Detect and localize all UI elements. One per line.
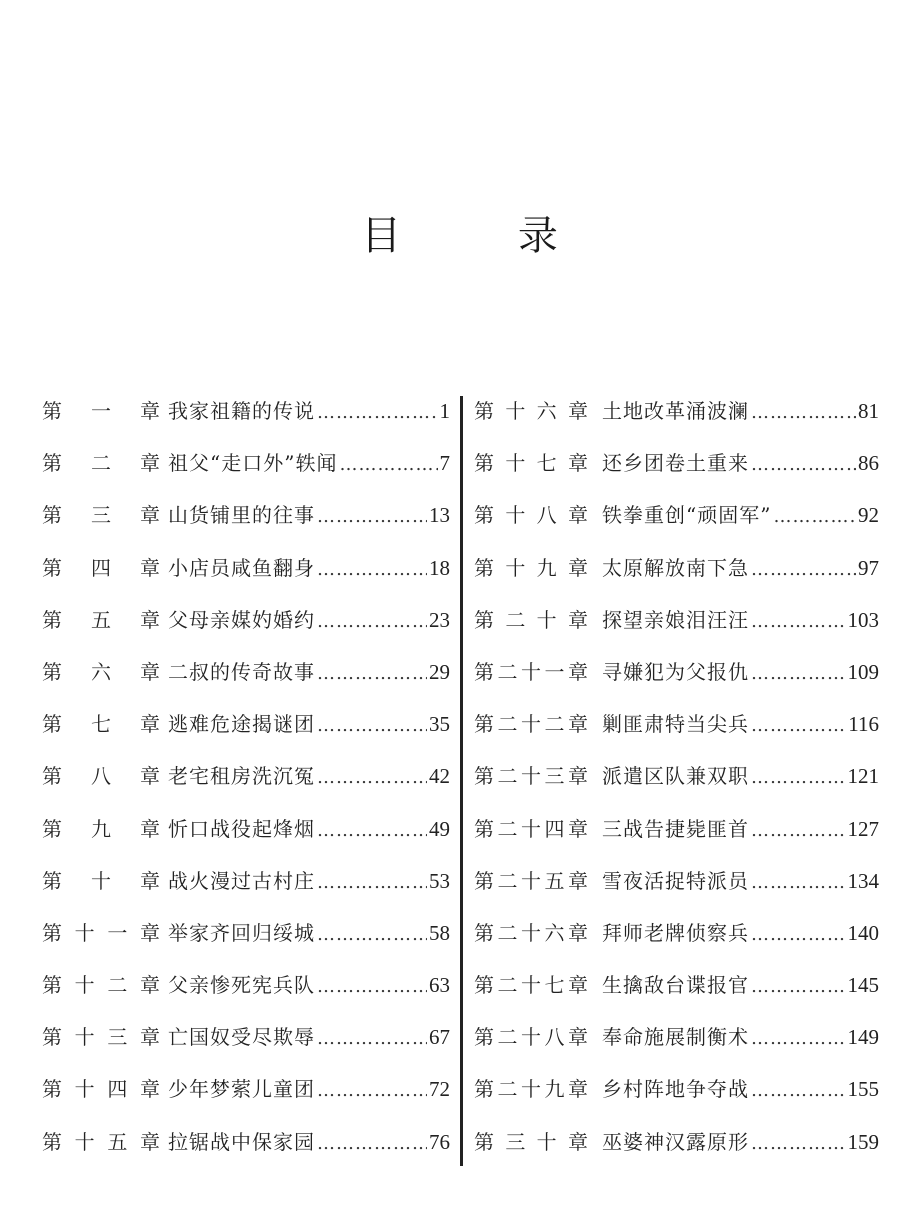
page-number: 42 — [429, 764, 450, 789]
toc-entry[interactable] — [42, 650, 450, 702]
chapter-number-char: 四 — [107, 1077, 128, 1102]
toc-entry[interactable] — [474, 493, 879, 545]
chapter-number-char: 第 — [474, 503, 494, 528]
page-number: 23 — [429, 607, 450, 632]
dot-leader — [751, 756, 846, 800]
chapter-title: 我家祖籍的传说 — [168, 399, 315, 423]
chapter-number — [42, 807, 160, 851]
chapter-number — [474, 702, 588, 746]
toc-entry[interactable] — [42, 493, 450, 545]
chapter-title: 二叔的传奇故事 — [168, 659, 315, 684]
toc-entry[interactable] — [42, 911, 450, 963]
chapter-title: 寻嫌犯为父报仇 — [602, 659, 749, 684]
chapter-number-char: 二 — [107, 973, 128, 998]
chapter-number-char: 章 — [567, 503, 588, 528]
dot-leader — [317, 1017, 427, 1061]
chapter-number-char: 章 — [568, 1025, 588, 1050]
chapter-number-char: 十 — [521, 659, 541, 684]
chapter-number-char: 章 — [568, 764, 588, 789]
chapter-number-char: 十 — [536, 607, 557, 632]
chapter-number-char: 章 — [139, 973, 160, 998]
dot-leader — [317, 391, 438, 435]
chapter-number-char: 七 — [91, 712, 111, 737]
chapter-title: 派遣区队兼双职 — [602, 764, 749, 789]
chapter-number-char: 一 — [91, 399, 111, 423]
toc-entry[interactable] — [474, 389, 879, 441]
dot-leader — [317, 548, 427, 592]
dot-leader — [317, 756, 427, 800]
chapter-number-char: 第 — [474, 451, 494, 476]
chapter-number-char: 三 — [91, 503, 111, 528]
chapter-number-char: 第 — [42, 503, 62, 528]
chapter-title: 父亲惨死宪兵队 — [168, 973, 315, 998]
chapter-number-char: 十 — [74, 973, 95, 998]
chapter-number-char: 五 — [91, 607, 111, 632]
chapter-number-char: 十 — [521, 868, 541, 893]
page-number: 145 — [847, 973, 879, 998]
page-number: 149 — [847, 1025, 879, 1050]
toc-entry[interactable] — [42, 859, 450, 911]
chapter-title: 父母亲媒妁婚约 — [168, 607, 315, 632]
page-number: 97 — [858, 555, 879, 580]
chapter-title: 巫婆神汉露原形 — [602, 1129, 749, 1154]
chapter-number-char: 第 — [474, 712, 494, 737]
chapter-number-char: 第 — [42, 659, 62, 684]
chapter-title: 三战告捷毙匪首 — [602, 816, 749, 841]
chapter-number-char: 十 — [521, 973, 541, 998]
chapter-number-char: 十 — [505, 451, 526, 476]
dot-leader — [317, 1069, 427, 1113]
chapter-number — [42, 911, 160, 955]
chapter-number-char: 章 — [140, 712, 160, 737]
toc-entry[interactable] — [474, 807, 879, 859]
toc-entry[interactable] — [42, 963, 450, 1015]
page-number: 159 — [847, 1129, 879, 1154]
toc-entry[interactable] — [474, 1120, 879, 1172]
dot-leader — [339, 443, 437, 487]
toc-entry[interactable] — [474, 650, 879, 702]
chapter-title: 老宅租房洗沉冤 — [168, 764, 315, 789]
chapter-number-char: 七 — [544, 973, 565, 998]
chapter-number-char: 一 — [107, 920, 128, 945]
chapter-number-char: 章 — [139, 920, 160, 945]
page-number: 109 — [847, 659, 879, 684]
chapter-number-char: 章 — [140, 868, 160, 893]
chapter-number-char: 章 — [568, 659, 588, 684]
page-number: 140 — [847, 920, 879, 945]
chapter-number-char: 章 — [568, 973, 588, 998]
chapter-number-char: 一 — [544, 659, 565, 684]
chapter-number-char: 章 — [568, 920, 588, 945]
chapter-number-char: 章 — [567, 555, 588, 580]
chapter-number-char: 十 — [74, 1077, 95, 1102]
chapter-number-char: 第 — [474, 1077, 494, 1102]
chapter-number-char: 二 — [497, 1025, 518, 1050]
chapter-number — [42, 963, 160, 1007]
chapter-number-char: 八 — [91, 764, 111, 789]
toc-entry[interactable] — [474, 754, 879, 806]
chapter-number-char: 八 — [544, 1025, 565, 1050]
chapter-number-char: 章 — [567, 451, 588, 476]
chapter-number-char: 第 — [42, 1077, 62, 1102]
chapter-number-char: 第 — [42, 920, 62, 945]
chapter-title: 忻口战役起烽烟 — [168, 816, 315, 841]
toc-entry[interactable] — [474, 1015, 879, 1067]
dot-leader — [317, 600, 427, 644]
page-number: 29 — [429, 659, 450, 684]
toc-entry[interactable] — [42, 1067, 450, 1119]
page-number: 81 — [858, 399, 879, 423]
chapter-number-char: 第 — [42, 1025, 62, 1050]
dot-leader — [751, 1017, 846, 1061]
dot-leader — [317, 652, 427, 696]
page-number: 7 — [439, 451, 450, 476]
chapter-number-char: 第 — [474, 764, 494, 789]
chapter-number-char: 章 — [567, 1129, 588, 1154]
chapter-number-char: 六 — [91, 659, 111, 684]
chapter-number — [474, 859, 588, 903]
toc-entry[interactable] — [474, 963, 879, 1015]
toc-entry[interactable] — [42, 389, 450, 441]
dot-leader — [317, 965, 427, 1009]
chapter-number-char: 第 — [42, 816, 62, 841]
chapter-number-char: 章 — [140, 503, 160, 528]
chapter-number-char: 第 — [42, 712, 62, 737]
chapter-number — [42, 650, 160, 694]
chapter-number-char: 第 — [42, 868, 62, 893]
chapter-title: 乡村阵地争夺战 — [602, 1077, 749, 1102]
chapter-number-char: 二 — [544, 712, 565, 737]
toc-entry[interactable] — [474, 1067, 879, 1119]
chapter-title: 铁拳重创“顽固军” — [602, 503, 772, 528]
page-number: 13 — [429, 503, 450, 528]
chapter-number-char: 第 — [42, 973, 62, 998]
chapter-number — [42, 389, 160, 433]
chapter-number — [474, 754, 588, 798]
chapter-number — [42, 702, 160, 746]
toc-entry[interactable] — [474, 702, 879, 754]
toc-entry[interactable] — [42, 754, 450, 806]
chapter-number-char: 章 — [139, 1077, 160, 1102]
chapter-title: 奉命施展制衡术 — [602, 1025, 749, 1050]
page-number: 86 — [858, 451, 879, 476]
page-number: 103 — [847, 607, 879, 632]
chapter-title: 拉锯战中保家园 — [168, 1129, 315, 1154]
chapter-number-char: 六 — [544, 920, 565, 945]
chapter-number — [42, 859, 160, 903]
chapter-number — [42, 493, 160, 537]
chapter-number-char: 第 — [474, 1129, 494, 1154]
chapter-number-char: 第 — [474, 555, 494, 580]
chapter-number-char: 章 — [140, 399, 160, 423]
chapter-number-char: 二 — [497, 816, 518, 841]
chapter-number-char: 二 — [497, 920, 518, 945]
dot-leader — [751, 913, 846, 957]
chapter-number-char: 十 — [74, 920, 95, 945]
chapter-number — [474, 441, 588, 485]
toc-entry[interactable] — [42, 1120, 450, 1172]
dot-leader — [317, 861, 427, 905]
page-number: 76 — [429, 1129, 450, 1154]
chapter-number — [474, 1067, 588, 1111]
dot-leader — [317, 495, 427, 539]
toc-entry[interactable] — [42, 546, 450, 598]
toc-left-column — [42, 389, 450, 1172]
page-number: 63 — [429, 973, 450, 998]
chapter-number-char: 四 — [544, 816, 565, 841]
chapter-number-char: 十 — [521, 1077, 541, 1102]
chapter-number-char: 九 — [544, 1077, 565, 1102]
chapter-number-char: 十 — [505, 399, 526, 423]
dot-leader — [751, 1069, 846, 1113]
chapter-number-char: 第 — [474, 607, 494, 632]
chapter-number-char: 十 — [91, 868, 111, 893]
column-divider — [460, 396, 463, 1166]
chapter-title: 少年梦萦儿童团 — [168, 1077, 315, 1102]
chapter-number-char: 章 — [140, 816, 160, 841]
chapter-number-char: 章 — [568, 712, 588, 737]
page-title: 目 录 — [361, 213, 610, 259]
page-number: 53 — [429, 868, 450, 893]
chapter-number-char: 十 — [505, 555, 526, 580]
page-number: 127 — [847, 816, 879, 841]
page-number: 67 — [429, 1025, 450, 1050]
chapter-number-char: 五 — [107, 1129, 128, 1154]
chapter-number-char: 章 — [567, 399, 588, 423]
chapter-number — [42, 1120, 160, 1164]
page-number: 49 — [429, 816, 450, 841]
chapter-number — [474, 650, 588, 694]
chapter-number-char: 七 — [536, 451, 557, 476]
chapter-number — [474, 546, 588, 590]
chapter-number — [474, 1015, 588, 1059]
dot-leader — [773, 495, 856, 539]
chapter-number — [474, 493, 588, 537]
chapter-title: 雪夜活捉特派员 — [602, 868, 749, 893]
chapter-number-char: 十 — [536, 1129, 557, 1154]
page-number: 1 — [439, 399, 450, 423]
page-number: 134 — [847, 868, 879, 893]
page-number: 121 — [847, 764, 879, 789]
toc-entry[interactable] — [474, 546, 879, 598]
chapter-title: 拜师老牌侦察兵 — [602, 920, 749, 945]
chapter-title: 还乡团卷土重来 — [602, 451, 749, 476]
chapter-number — [474, 911, 588, 955]
chapter-number-char: 章 — [568, 868, 588, 893]
chapter-number-char: 十 — [505, 503, 526, 528]
chapter-number-char: 十 — [521, 1025, 541, 1050]
chapter-title: 举家齐回归绥城 — [168, 920, 315, 945]
chapter-number — [42, 754, 160, 798]
chapter-number-char: 章 — [140, 607, 160, 632]
chapter-number — [42, 546, 160, 590]
chapter-number-char: 章 — [139, 1025, 160, 1050]
chapter-number-char: 十 — [521, 816, 541, 841]
chapter-number-char: 五 — [544, 868, 565, 893]
chapter-number-char: 第 — [474, 973, 494, 998]
chapter-title: 太原解放南下急 — [602, 555, 749, 580]
chapter-number — [42, 598, 160, 642]
toc-entry[interactable] — [474, 911, 879, 963]
chapter-title: 小店员咸鱼翻身 — [168, 555, 315, 580]
chapter-number — [474, 1120, 588, 1164]
dot-leader — [751, 965, 846, 1009]
page-number: 155 — [847, 1077, 879, 1102]
toc-entry[interactable] — [42, 441, 450, 493]
chapter-number-char: 二 — [497, 973, 518, 998]
toc-entry[interactable] — [42, 807, 450, 859]
chapter-number-char: 第 — [42, 607, 62, 632]
dot-leader — [751, 548, 856, 592]
chapter-title: 剿匪肃特当尖兵 — [602, 712, 749, 737]
chapter-number-char: 章 — [140, 555, 160, 580]
chapter-number-char: 章 — [139, 1129, 160, 1154]
chapter-number-char: 九 — [91, 816, 111, 841]
chapter-number-char: 章 — [140, 451, 160, 476]
page-number: 58 — [429, 920, 450, 945]
chapter-number-char: 十 — [74, 1129, 95, 1154]
chapter-number — [474, 389, 588, 433]
chapter-number-char: 十 — [521, 920, 541, 945]
page-number: 116 — [848, 712, 879, 737]
page-number: 35 — [429, 712, 450, 737]
chapter-number-char: 第 — [474, 659, 494, 684]
chapter-title: 祖父“走口外”轶闻 — [168, 451, 338, 476]
chapter-title: 土地改革涌波澜 — [602, 399, 749, 423]
chapter-title: 逃难危途揭谜团 — [168, 712, 315, 737]
dot-leader — [751, 809, 846, 853]
dot-leader — [751, 652, 846, 696]
chapter-number-char: 第 — [474, 816, 494, 841]
chapter-number — [42, 1015, 160, 1059]
toc-entry[interactable] — [42, 1015, 450, 1067]
chapter-number-char: 第 — [42, 451, 62, 476]
dot-leader — [317, 809, 427, 853]
chapter-number-char: 十 — [521, 712, 541, 737]
chapter-number-char: 第 — [474, 399, 494, 423]
chapter-number-char: 第 — [474, 920, 494, 945]
toc-entry[interactable] — [42, 598, 450, 650]
chapter-number — [42, 441, 160, 485]
chapter-number-char: 第 — [474, 868, 494, 893]
chapter-number — [474, 598, 588, 642]
chapter-number-char: 章 — [567, 607, 588, 632]
chapter-number-char: 三 — [544, 764, 565, 789]
toc-right-column — [474, 389, 879, 1172]
chapter-number-char: 第 — [42, 555, 62, 580]
chapter-number — [474, 807, 588, 851]
chapter-title: 战火漫过古村庄 — [168, 868, 315, 893]
chapter-number-char: 四 — [91, 555, 111, 580]
chapter-number-char: 三 — [505, 1129, 526, 1154]
page-number: 72 — [429, 1077, 450, 1102]
chapter-number-char: 二 — [505, 607, 526, 632]
toc-entry[interactable] — [474, 859, 879, 911]
dot-leader — [317, 913, 427, 957]
chapter-number-char: 六 — [536, 399, 557, 423]
chapter-number-char: 九 — [536, 555, 557, 580]
chapter-number-char: 二 — [497, 712, 518, 737]
chapter-title: 亡国奴受尽欺辱 — [168, 1025, 315, 1050]
chapter-number-char: 章 — [568, 1077, 588, 1102]
toc-entry[interactable] — [474, 598, 879, 650]
chapter-title: 山货铺里的往事 — [168, 503, 315, 528]
page-number: 18 — [429, 555, 450, 580]
chapter-number-char: 二 — [91, 451, 111, 476]
dot-leader — [751, 391, 856, 435]
chapter-number-char: 十 — [521, 764, 541, 789]
chapter-number-char: 第 — [42, 764, 62, 789]
chapter-number-char: 十 — [74, 1025, 95, 1050]
chapter-number-char: 二 — [497, 1077, 518, 1102]
page-number: 92 — [858, 503, 879, 528]
chapter-number — [474, 963, 588, 1007]
dot-leader — [751, 443, 856, 487]
chapter-number-char: 第 — [42, 399, 62, 423]
dot-leader — [317, 704, 427, 748]
chapter-title: 探望亲娘泪汪汪 — [602, 607, 749, 632]
dot-leader — [317, 1122, 427, 1166]
chapter-number-char: 第 — [474, 1025, 494, 1050]
chapter-number — [42, 1067, 160, 1111]
dot-leader — [751, 861, 846, 905]
chapter-number-char: 二 — [497, 659, 518, 684]
chapter-number-char: 章 — [568, 816, 588, 841]
chapter-title: 生擒敌台谍报官 — [602, 973, 749, 998]
chapter-number-char: 二 — [497, 764, 518, 789]
chapter-number-char: 章 — [140, 659, 160, 684]
chapter-number-char: 章 — [140, 764, 160, 789]
chapter-number-char: 八 — [536, 503, 557, 528]
dot-leader — [751, 704, 846, 748]
chapter-number-char: 三 — [107, 1025, 128, 1050]
chapter-number-char: 第 — [42, 1129, 62, 1154]
chapter-number-char: 二 — [497, 868, 518, 893]
toc-entry[interactable] — [42, 702, 450, 754]
toc-entry[interactable] — [474, 441, 879, 493]
dot-leader — [751, 1122, 846, 1166]
dot-leader — [751, 600, 846, 644]
